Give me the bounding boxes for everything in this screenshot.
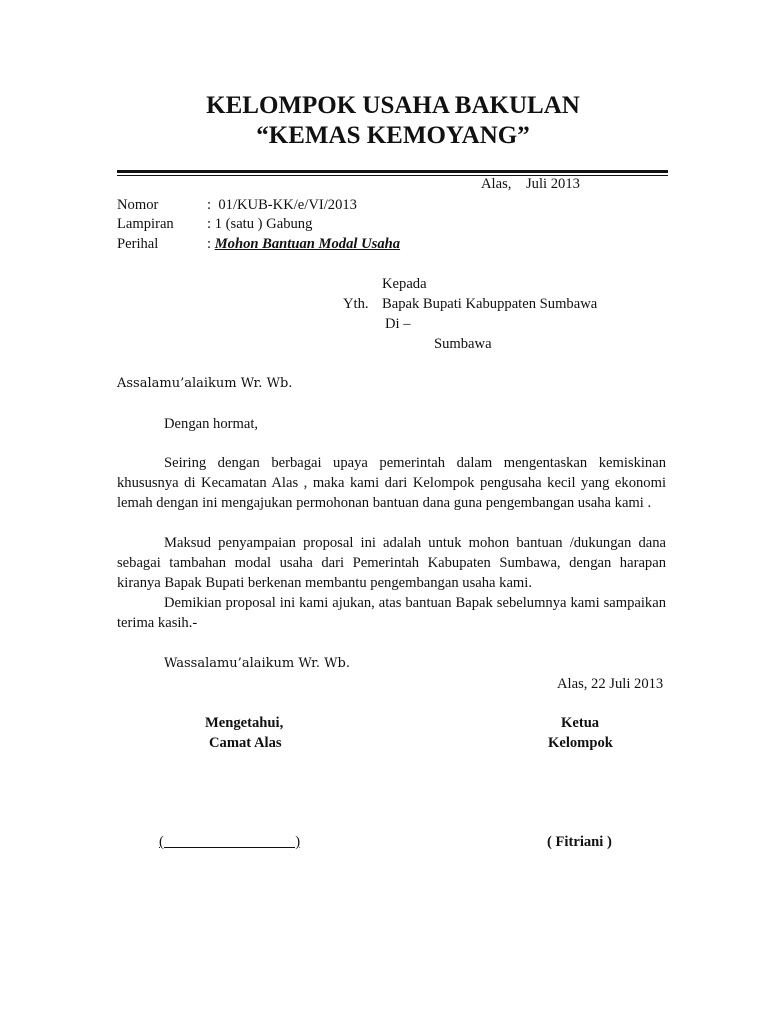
nomor-value: : 01/KUB-KK/e/VI/2013 xyxy=(207,197,357,213)
recipient-di: Di – xyxy=(385,316,411,332)
lampiran-value: : 1 (satu ) Gabung xyxy=(207,216,313,232)
lampiran-label: Lampiran xyxy=(117,216,174,232)
greeting: Dengan hormat, xyxy=(164,416,259,432)
left-signer-title1: Mengetahui, xyxy=(205,715,284,731)
recipient-yth: Yth. xyxy=(343,296,369,312)
paragraph-3: Demikian proposal ini kami ajukan, atas bantuan Bapak sebelumnya kami sampaikan terima kasih.- xyxy=(117,595,666,631)
salam-closing: Wassalamu’alaikum Wr. Wb. xyxy=(164,656,350,671)
right-signer-name: ( Fitriani ) xyxy=(547,834,612,850)
letterhead-rule-thick xyxy=(117,170,668,173)
left-signer-title2: Camat Alas xyxy=(209,735,282,751)
right-signer-title2: Kelompok xyxy=(548,735,613,751)
paragraph-2: Maksud penyampaian proposal ini adalah untuk mohon bantuan /dukungan dana sebagai tambahan modal usaha dari Pemerintah Kabupaten Sumbawa, dengan harapan kiranya Bapak Bupati berkenan membantu pengembangan usaha kami. xyxy=(117,535,666,591)
left-signature-blank: ( ) xyxy=(159,834,301,850)
recipient-kepada: Kepada xyxy=(382,276,427,292)
letter-date: Alas, Juli 2013 xyxy=(481,176,580,192)
perihal-label: Perihal xyxy=(117,236,159,252)
salam-opening: Assalamu’alaikum Wr. Wb. xyxy=(117,376,293,391)
perihal-row xyxy=(207,234,400,254)
nomor-label: Nomor xyxy=(117,197,159,213)
perihal-colon: : xyxy=(207,236,215,252)
signature-date: Alas, 22 Juli 2013 xyxy=(557,676,664,692)
right-signer-title1: Ketua xyxy=(561,715,600,731)
recipient-city: Sumbawa xyxy=(434,336,492,352)
perihal-value: Mohon Bantuan Modal Usaha xyxy=(214,236,401,252)
recipient-name: Bapak Bupati Kabuppaten Sumbawa xyxy=(382,296,598,312)
letterhead-rule-thin xyxy=(117,175,668,176)
letterhead-title: KELOMPOK USAHA BAKULAN xyxy=(206,92,580,119)
letterhead-subtitle: “KEMAS KEMOYANG” xyxy=(256,122,530,149)
paragraph-1: Seiring dengan berbagai upaya pemerintah dalam mengentaskan kemiskinan khususnya di Kecamatan Alas , maka kami dari Kelompok pengusaha kecil yang ekonomi lemah dengan ini mengajukan permohonan bantuan dana guna pengembangan usaha kami . xyxy=(117,455,666,511)
